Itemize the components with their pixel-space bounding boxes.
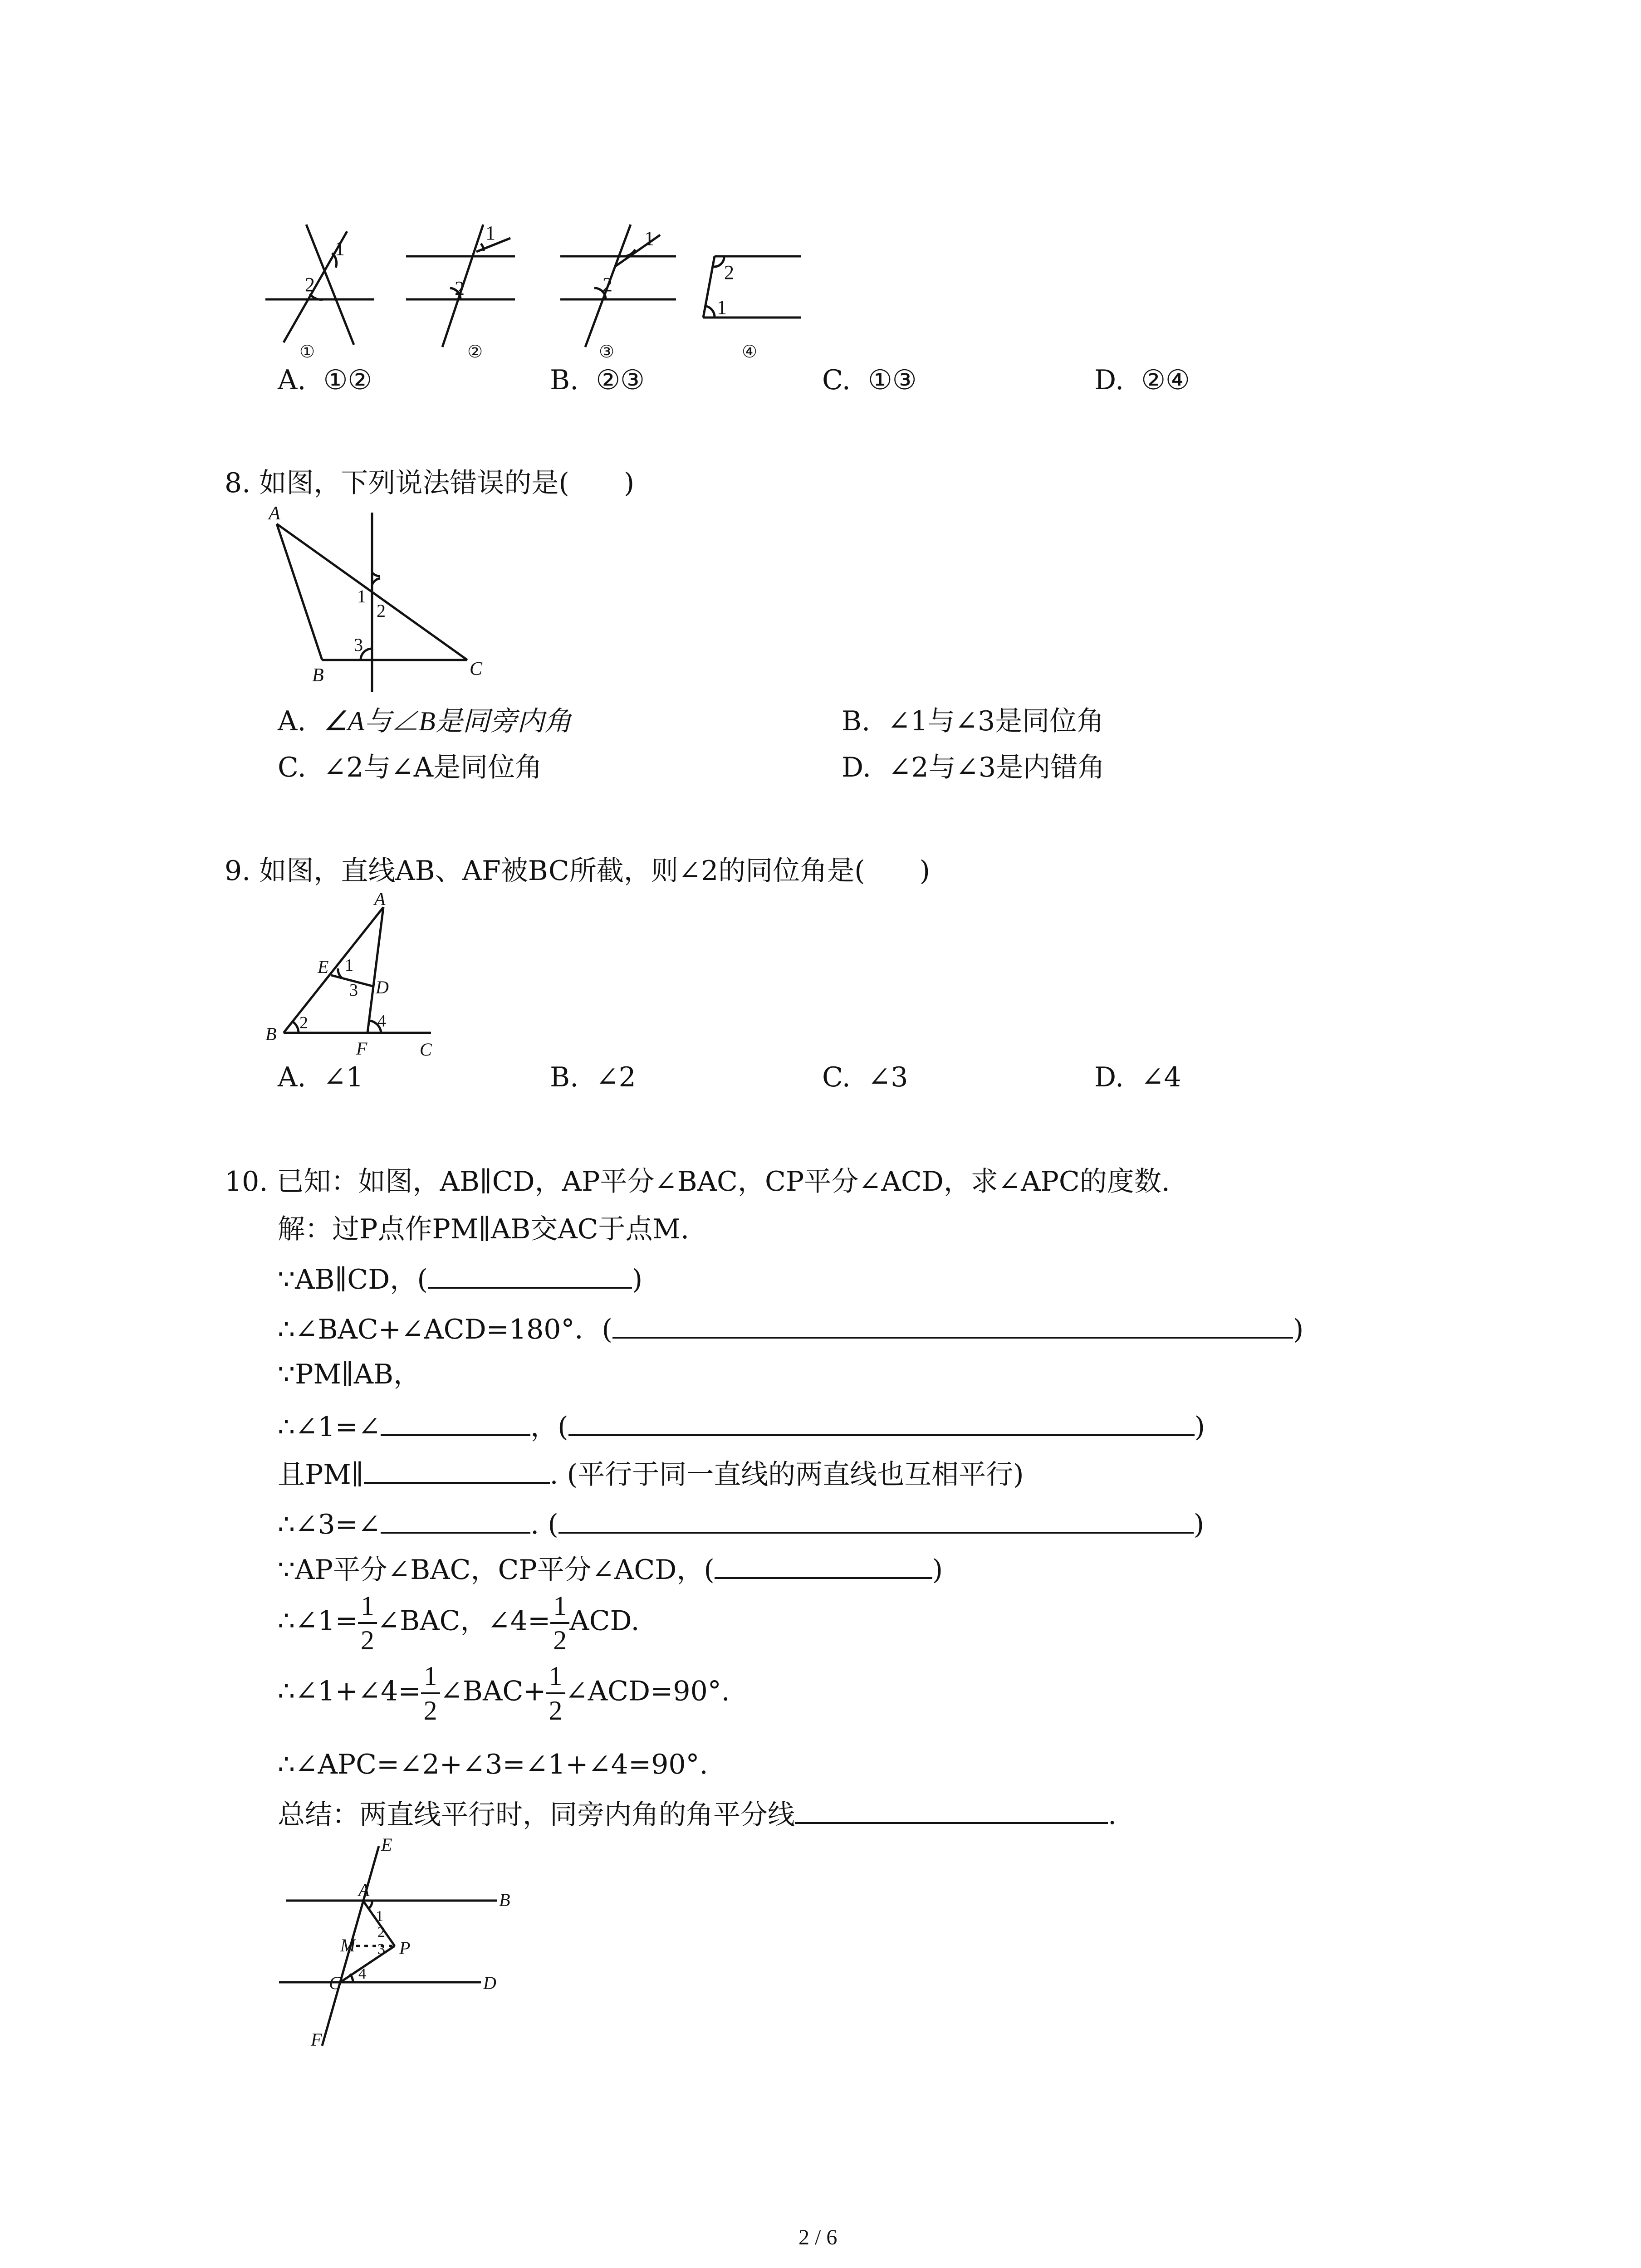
q7-fig1-label: ①	[299, 342, 315, 362]
q10-blank-9[interactable]	[795, 1799, 1108, 1824]
q9-option-a[interactable]	[278, 1061, 364, 1093]
q10-line1	[278, 1263, 642, 1293]
q10-line1-close: )	[632, 1264, 643, 1295]
q8-angle-2: 2	[377, 601, 386, 621]
q8-label-c: C	[470, 659, 483, 679]
q9-option-d-text: ∠4	[1141, 1061, 1181, 1093]
q7-fig4-label: ④	[742, 342, 758, 362]
q9-angle-3: 3	[349, 981, 358, 1000]
q10-blank-8[interactable]	[715, 1554, 932, 1579]
q10-label-a: A	[358, 1880, 370, 1900]
q10-line4-close: )	[1194, 1411, 1205, 1443]
q10-label-e: E	[381, 1834, 392, 1855]
q9-option-c-text: ∠3	[868, 1061, 908, 1093]
q9-label-a: A	[374, 889, 386, 909]
q10-line4	[278, 1411, 1205, 1441]
q10-summary-text: 总结：两直线平行时，同旁内角的角平分线	[278, 1799, 795, 1831]
q9-option-c-letter: C.	[822, 1061, 851, 1093]
q10-label-f: F	[311, 2029, 322, 2050]
q10-blank-7[interactable]	[558, 1508, 1194, 1534]
q10-line7-text: ∵AP平分∠BAC，CP平分∠ACD，(	[278, 1554, 715, 1586]
q7-option-a-letter: A.	[278, 364, 306, 396]
q9-stem: 9. 如图，直线AB、AF被BC所截，则∠2的同位角是( )	[225, 855, 931, 887]
q8-option-a-letter: A.	[278, 705, 306, 737]
q7-fig4-angle1: 1	[717, 296, 727, 318]
q9-option-d[interactable]	[1094, 1061, 1181, 1093]
q7-fig2-angle2: 2	[455, 277, 465, 299]
fraction-denominator: 2	[553, 1625, 567, 1655]
q8-option-b[interactable]	[842, 705, 1104, 737]
q10-blank-2[interactable]	[612, 1313, 1293, 1339]
q10-line9	[278, 1662, 730, 1724]
q10-line6-close: )	[1193, 1509, 1205, 1540]
q8-option-a[interactable]	[278, 705, 572, 737]
q10-fraction-half-1	[358, 1592, 377, 1654]
fraction-denominator: 2	[360, 1625, 374, 1655]
q9-angle-1: 1	[345, 956, 353, 975]
q7-fig2-angle1: 1	[485, 222, 495, 244]
q10-fraction-half-3	[421, 1662, 440, 1724]
q10-label-c: C	[329, 1973, 341, 1993]
q9-option-d-letter: D.	[1094, 1061, 1124, 1093]
q7-option-b[interactable]	[550, 364, 645, 396]
q10-line8-a: ∴∠1=	[278, 1605, 358, 1637]
q8-option-d-text: ∠2与∠3是内错角	[888, 752, 1105, 783]
q10-angle-3: 3	[377, 1941, 385, 1958]
q7-option-c-text: ①③	[868, 364, 917, 396]
q9-label-e: E	[318, 957, 329, 977]
q10-line6-mid: . (	[530, 1509, 558, 1540]
q10-line8	[278, 1592, 640, 1654]
q7-option-d[interactable]	[1094, 364, 1190, 396]
q9-option-b-text: ∠2	[596, 1061, 636, 1093]
q7-option-c-letter: C.	[822, 364, 851, 396]
q10-line6-text: ∴∠3=∠	[278, 1509, 381, 1540]
q10-label-m: M	[340, 1935, 356, 1955]
q10-label-p: P	[399, 1938, 411, 1958]
q8-option-c-text: ∠2与∠A是同位角	[323, 752, 543, 783]
q7-fig2-label: ②	[467, 342, 483, 362]
q7-option-a[interactable]	[278, 364, 372, 396]
q8-angle-1: 1	[357, 586, 366, 606]
fraction-numerator: 1	[546, 1662, 565, 1694]
q10-line8-c: ACD.	[569, 1605, 640, 1637]
q10-blank-6[interactable]	[381, 1508, 530, 1534]
q8-option-c-letter: C.	[278, 752, 306, 783]
q10-line10: ∴∠APC=∠2+∠3=∠1+∠4=90°.	[278, 1749, 708, 1780]
q7-fig3-angle1: 1	[644, 227, 654, 249]
q9-label-f: F	[356, 1038, 367, 1059]
q7-option-a-text: ①②	[323, 364, 372, 396]
q10-line5-reason: . (平行于同一直线的两直线也互相平行)	[549, 1459, 1024, 1491]
q9-figure	[259, 887, 463, 1064]
q10-solution-intro: 解：过P点作PM∥AB交AC于点M.	[278, 1213, 690, 1245]
q8-option-d-letter: D.	[842, 752, 872, 783]
fraction-denominator: 2	[549, 1696, 563, 1725]
q10-line4-mid: ，(	[530, 1411, 568, 1443]
q10-line2	[278, 1313, 1303, 1343]
q10-line2-close: )	[1293, 1314, 1304, 1345]
q10-label-b: B	[499, 1890, 510, 1910]
q8-option-a-text: ∠A与∠B是同旁内角	[323, 706, 572, 736]
q7-fig4-angle2: 2	[724, 261, 734, 284]
q10-line5-text: 且PM∥	[278, 1459, 364, 1491]
q7-fig1-angle2: 2	[305, 274, 315, 296]
q7-fig3-angle2: 2	[603, 274, 612, 296]
q10-blank-3[interactable]	[381, 1411, 530, 1436]
q8-option-c[interactable]	[278, 754, 542, 781]
q8-angle-3: 3	[354, 635, 363, 655]
q10-summary-end: .	[1108, 1799, 1117, 1831]
q10-angle-1: 1	[376, 1908, 383, 1925]
q7-fig1-angle1: 1	[335, 237, 345, 259]
q7-fig3-label: ③	[599, 342, 615, 362]
q10-line9-b: ∠BAC+	[440, 1675, 546, 1707]
q10-line6	[278, 1508, 1204, 1538]
q10-line5	[278, 1458, 1024, 1491]
q10-blank-4[interactable]	[568, 1411, 1195, 1436]
q7-option-b-letter: B.	[550, 364, 579, 396]
q10-fraction-half-2	[550, 1592, 569, 1654]
q9-option-b[interactable]	[550, 1061, 636, 1093]
q10-line3: ∵PM∥AB，	[278, 1359, 421, 1390]
q7-option-d-text: ②④	[1141, 364, 1190, 396]
q9-label-d: D	[376, 977, 389, 997]
q10-line1-text: ∵AB∥CD，(	[278, 1264, 428, 1295]
q10-line9-c: ∠ACD=90°.	[565, 1675, 730, 1707]
q10-line2-text: ∴∠BAC+∠ACD=180°．(	[278, 1314, 612, 1345]
fraction-numerator: 1	[421, 1662, 440, 1694]
q10-blank-1[interactable]	[428, 1263, 632, 1289]
q10-angle-4: 4	[358, 1965, 366, 1982]
q9-option-a-text: ∠1	[323, 1061, 364, 1093]
q8-label-b: B	[312, 665, 324, 686]
q9-label-b: B	[265, 1024, 277, 1044]
q9-option-b-letter: B.	[550, 1061, 579, 1093]
fraction-numerator: 1	[550, 1592, 569, 1624]
q8-option-d[interactable]	[842, 754, 1105, 781]
q9-angle-2: 2	[299, 1013, 308, 1032]
q10-line7-close: )	[932, 1554, 943, 1586]
page-number: 2 / 6	[798, 2225, 838, 2249]
q8-figure	[263, 503, 499, 699]
q10-figure	[272, 1833, 526, 2050]
q10-line7	[278, 1554, 943, 1584]
q10-line9-a: ∴∠1+∠4=	[278, 1675, 421, 1707]
q10-stem: 10. 已知：如图，AB∥CD，AP平分∠BAC，CP平分∠ACD，求∠APC的度数.	[225, 1166, 1170, 1198]
q7-option-b-text: ②③	[596, 364, 645, 396]
q10-label-d: D	[483, 1973, 496, 1993]
q8-label-a: A	[269, 503, 280, 524]
q7-option-d-letter: D.	[1094, 364, 1124, 396]
q8-option-b-text: ∠1与∠3是同位角	[887, 705, 1104, 737]
q8-option-b-letter: B.	[842, 705, 871, 737]
q9-option-c[interactable]	[822, 1061, 908, 1093]
q10-summary	[278, 1799, 1117, 1831]
q10-line8-b: ∠BAC，∠4=	[377, 1605, 551, 1637]
q8-stem: 8. 如图，下列说法错误的是( )	[225, 467, 635, 499]
q10-blank-5[interactable]	[364, 1458, 550, 1484]
fraction-denominator: 2	[423, 1696, 437, 1725]
q10-fraction-half-4	[546, 1662, 565, 1724]
fraction-numerator: 1	[358, 1592, 377, 1624]
q9-option-a-letter: A.	[278, 1061, 306, 1093]
q9-label-c: C	[420, 1039, 432, 1060]
q10-line4-text: ∴∠1=∠	[278, 1411, 381, 1443]
q7-figures	[254, 213, 821, 363]
q7-option-c[interactable]	[822, 364, 917, 396]
q9-angle-4: 4	[377, 1012, 386, 1031]
q10-angle-2: 2	[377, 1924, 385, 1941]
